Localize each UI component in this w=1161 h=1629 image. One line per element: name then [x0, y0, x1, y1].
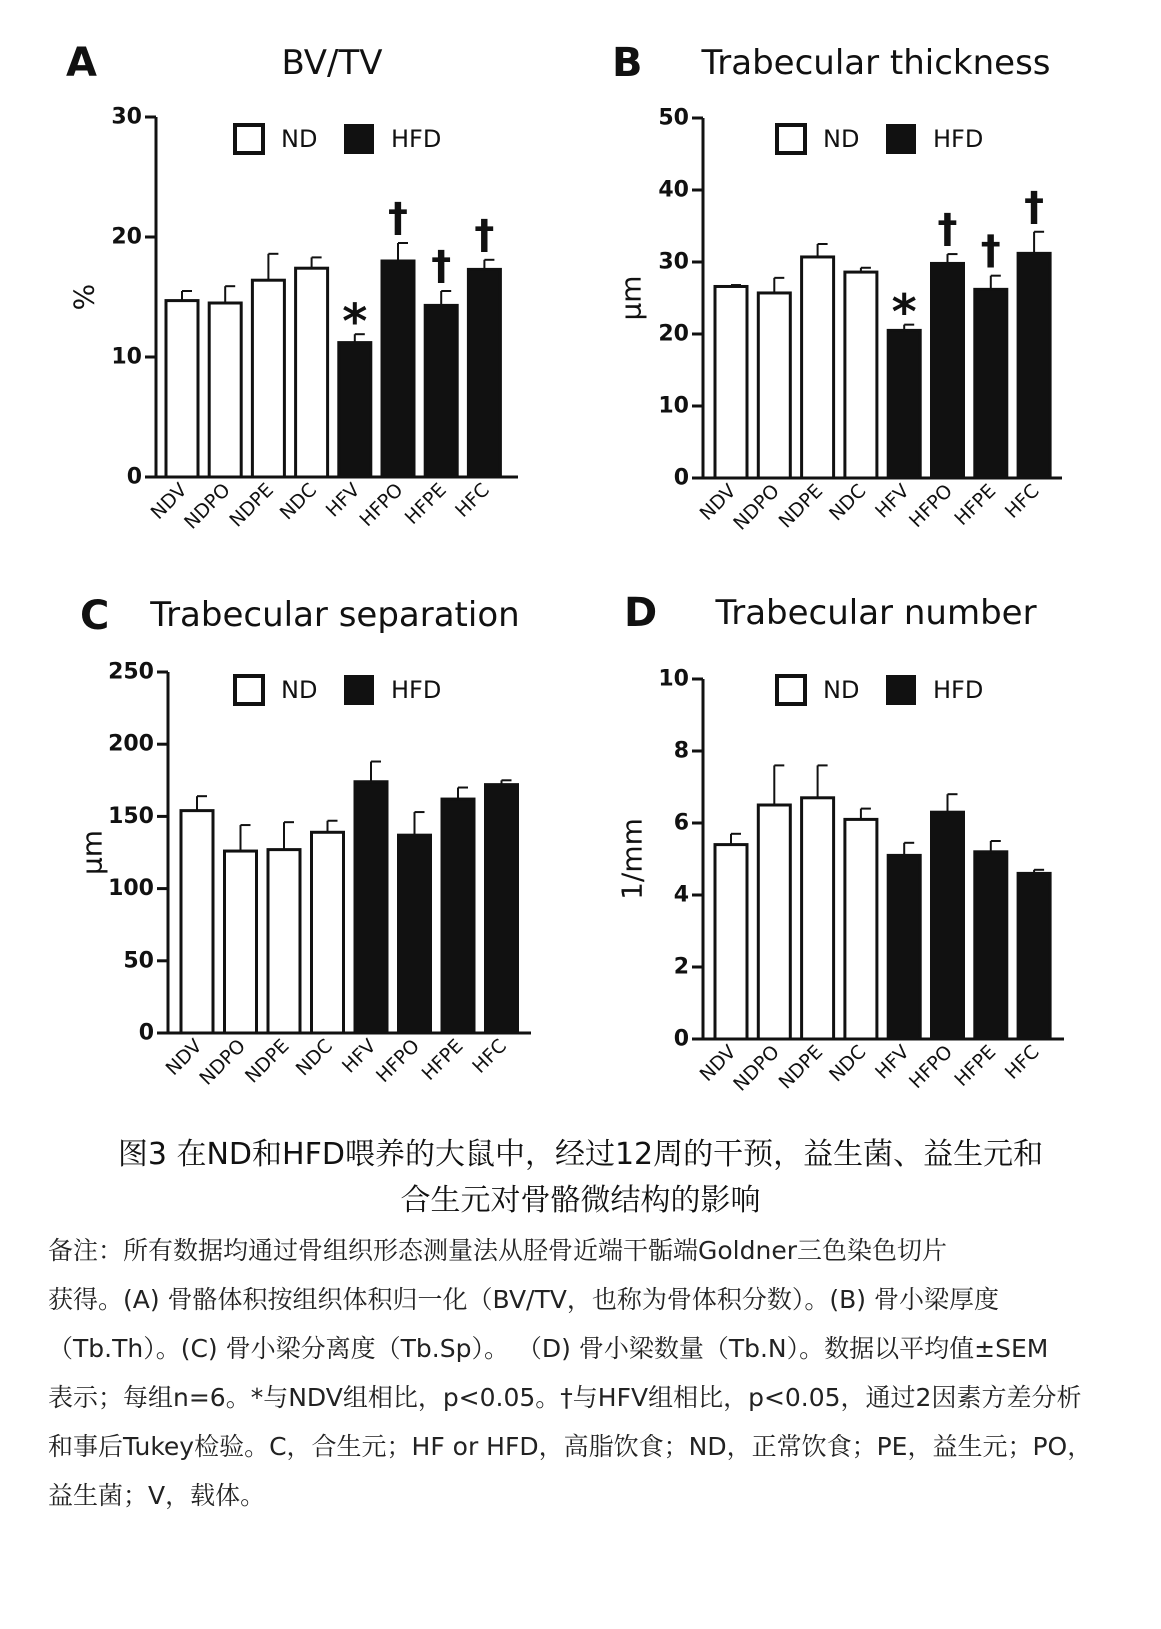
significance-mark: * — [891, 284, 917, 341]
x-tick-label: NDC — [275, 478, 322, 525]
legend-swatch-nd — [777, 125, 805, 153]
y-tick-label: 0 — [673, 1026, 689, 1052]
panel-label: B — [612, 40, 643, 86]
y-tick-label: 0 — [673, 465, 689, 491]
y-tick-label: 200 — [108, 731, 154, 757]
x-tick-label: HFC — [1000, 1040, 1044, 1084]
significance-mark: † — [1024, 183, 1045, 230]
y-tick-label: 4 — [673, 882, 689, 908]
significance-mark: † — [980, 227, 1001, 274]
caption-line-2: 合生元对骨骼微结构的影响 — [400, 1183, 761, 1218]
figure-note — [48, 1226, 1118, 1520]
x-tick-label: HFPO — [904, 1040, 958, 1094]
bar-hfv — [339, 343, 371, 477]
y-tick-label: 8 — [673, 738, 689, 764]
y-axis-label: μm — [75, 829, 109, 876]
x-tick-label: NDV — [695, 1040, 741, 1086]
bar-ndpo — [209, 303, 241, 477]
chart-panel-d — [616, 590, 1065, 1096]
y-tick-label: 250 — [108, 659, 154, 685]
y-tick-label: 10 — [111, 344, 142, 370]
y-tick-label: 150 — [108, 803, 154, 829]
legend-label-nd: ND — [281, 125, 318, 153]
caption-line-1: 图3 在ND和HFD喂养的大鼠中，经过12周的干预，益生菌、益生元和 — [117, 1137, 1044, 1172]
note-line-4: 表示；每组n=6。*与NDV组相比，p<0.05。†与HFV组相比，p<0.05，通过2因素方差分析 — [48, 1383, 1082, 1412]
bar-hfc — [1018, 253, 1050, 478]
bar-ndpe — [268, 850, 300, 1033]
bar-ndpe — [802, 257, 834, 478]
legend — [777, 125, 983, 153]
legend-label-hfd: HFD — [391, 125, 442, 153]
x-tick-label: NDPE — [225, 478, 278, 532]
bar-hfc — [1018, 873, 1050, 1039]
legend-label-hfd: HFD — [391, 676, 442, 704]
note-line-2: 获得。(A) 骨骼体积按组织体积归一化（BV/TV，也称为骨体积分数）。(B) 骨小梁厚度 — [48, 1285, 999, 1314]
bar-ndpo — [758, 805, 790, 1039]
bar-ndv — [166, 301, 198, 477]
bar-hfpo — [932, 263, 964, 478]
x-tick-label: NDC — [825, 479, 871, 526]
y-axis-label: μm — [614, 275, 648, 321]
legend-swatch-nd — [777, 676, 805, 704]
bar-hfc — [468, 269, 500, 477]
bar-hfpo — [382, 261, 414, 477]
bar-hfpe — [975, 852, 1007, 1039]
x-tick-label: HFC — [468, 1034, 512, 1078]
legend-label-hfd: HFD — [933, 125, 984, 153]
x-tick-label: HFV — [337, 1034, 381, 1078]
note-line-1: 备注：所有数据均通过骨组织形态测量法从胫骨近端干骺端Goldner三色染色切片 — [48, 1236, 947, 1265]
x-tick-label: NDPO — [195, 1034, 251, 1090]
legend-swatch-nd — [235, 125, 263, 153]
bar-hfv — [355, 782, 387, 1033]
legend-swatch-hfd — [345, 676, 373, 704]
y-tick-label: 100 — [108, 876, 154, 902]
bar-ndc — [312, 832, 344, 1033]
bar-hfv — [888, 330, 920, 478]
bar-ndc — [296, 268, 328, 477]
bar-hfpo — [399, 835, 431, 1033]
significance-mark: † — [431, 243, 452, 289]
legend-label-nd: ND — [823, 125, 860, 153]
note-line-5: 和事后Tukey检验。C，合生元；HF or HFD，高脂饮食；ND，正常饮食；PE，益生元；PO， — [48, 1432, 1093, 1461]
chart-panel-c — [76, 593, 532, 1090]
legend-swatch-hfd — [887, 676, 915, 704]
note-line-3: （Tb.Th）。(C) 骨小梁分离度（Tb.Sp）。 （D) 骨小梁数量（Tb.N）。数据以平均值±SEM — [48, 1334, 1049, 1363]
x-tick-label: HFC — [451, 478, 494, 522]
bar-ndpe — [802, 798, 834, 1039]
x-tick-label: HFPE — [950, 1040, 1001, 1091]
y-tick-label: 50 — [658, 105, 689, 131]
x-tick-label: HFV — [321, 478, 365, 522]
significance-mark: † — [474, 211, 495, 258]
bar-ndpo — [225, 851, 257, 1033]
y-tick-label: 10 — [658, 393, 689, 419]
bar-hfv — [888, 855, 920, 1039]
legend — [235, 125, 441, 153]
figure-caption — [50, 1132, 1111, 1224]
y-tick-label: 40 — [658, 177, 689, 203]
chart-panel-a — [66, 40, 518, 534]
y-tick-label: 10 — [658, 666, 689, 692]
x-tick-label: NDPE — [774, 1040, 828, 1094]
chart-title: BV/TV — [281, 43, 383, 83]
significance-mark: † — [388, 195, 408, 241]
x-tick-label: HFC — [1000, 479, 1044, 523]
y-tick-label: 6 — [673, 810, 689, 836]
bar-ndv — [715, 845, 747, 1039]
x-tick-label: HFPO — [371, 1034, 425, 1088]
bar-ndpe — [252, 280, 284, 477]
panel-label: D — [624, 590, 658, 636]
x-tick-label: NDPE — [240, 1034, 294, 1088]
significance-mark: † — [937, 206, 958, 253]
legend — [777, 676, 983, 704]
bar-ndv — [181, 811, 213, 1033]
x-tick-label: NDV — [146, 478, 192, 524]
legend-swatch-hfd — [345, 125, 373, 153]
x-tick-label: NDPO — [180, 478, 235, 534]
y-tick-label: 2 — [673, 954, 689, 980]
x-tick-label: HFPO — [904, 479, 958, 533]
bar-hfpe — [425, 305, 457, 477]
legend-label-hfd: HFD — [933, 676, 984, 704]
y-tick-label: 30 — [111, 104, 142, 130]
panel-label: A — [66, 40, 97, 86]
x-tick-label: NDPE — [774, 479, 828, 533]
x-tick-label: NDV — [695, 479, 741, 525]
x-tick-label: NDC — [825, 1040, 871, 1087]
x-tick-label: HFPE — [950, 479, 1001, 530]
note-line-6: 益生菌；V，载体。 — [48, 1481, 266, 1510]
y-tick-label: 20 — [658, 321, 689, 347]
x-tick-label: NDV — [161, 1034, 207, 1080]
chart-title: Trabecular number — [715, 593, 1037, 633]
bar-hfpe — [442, 799, 474, 1033]
chart-title: Trabecular separation — [150, 595, 520, 635]
y-tick-label: 50 — [123, 948, 154, 974]
bar-ndv — [715, 286, 747, 478]
bar-hfc — [486, 785, 518, 1033]
x-tick-label: NDPO — [729, 1040, 784, 1096]
bar-ndc — [845, 272, 877, 478]
legend-label-nd: ND — [823, 676, 860, 704]
x-tick-label: HFPO — [355, 478, 408, 532]
bar-hfpe — [975, 289, 1007, 478]
x-tick-label: NDC — [291, 1034, 338, 1081]
x-tick-label: HFPE — [400, 478, 451, 529]
x-tick-label: HFV — [871, 1040, 914, 1084]
x-tick-label: NDPO — [729, 479, 784, 535]
y-tick-label: 30 — [658, 249, 689, 275]
y-axis-label: % — [67, 283, 101, 311]
chart-title: Trabecular thickness — [701, 43, 1051, 83]
legend-swatch-hfd — [887, 125, 915, 153]
panel-label: C — [80, 593, 110, 639]
chart-panel-b — [612, 40, 1062, 535]
legend-swatch-nd — [235, 676, 263, 704]
y-tick-label: 20 — [111, 224, 142, 250]
y-axis-label: 1/mm — [615, 818, 649, 900]
y-tick-label: 0 — [126, 464, 142, 490]
y-tick-label: 0 — [138, 1020, 154, 1046]
bar-ndc — [845, 819, 877, 1039]
legend-label-nd: ND — [281, 676, 318, 704]
x-tick-label: HFV — [871, 479, 914, 523]
legend — [235, 676, 441, 704]
bar-hfpo — [932, 812, 964, 1039]
significance-mark: * — [342, 294, 368, 351]
x-tick-label: HFPE — [417, 1034, 468, 1085]
bar-ndpo — [758, 293, 790, 478]
